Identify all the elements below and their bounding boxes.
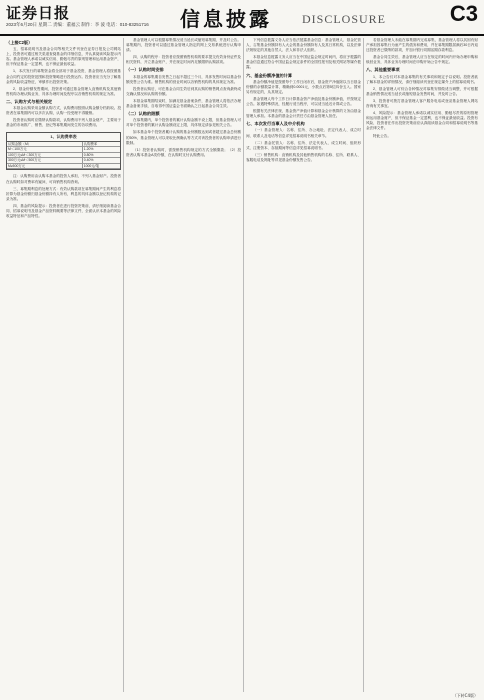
article-column-1 — [6, 38, 121, 692]
continuation-footer: （下转C4版） — [452, 693, 478, 698]
section-heading: 八、其他重要事项 — [366, 67, 400, 73]
paragraph: （一）基金管理人：名称、住所、办公地址、法定代表人、成立时间、联系人及电话等信息详见招募说明书相关章节。 — [246, 128, 361, 138]
paragraph: 基金合同生效后，基金管理人应当在规定的时间内开始办理申购和赎回业务，具体业务办理时间在申购开始公告中规定。 — [366, 55, 478, 65]
column-divider — [123, 38, 124, 692]
issue-meta: 2023年6月20日 星期二 责编：董福云 制作：李 波 电话：010-83251716 — [6, 22, 149, 27]
table-row — [7, 163, 120, 169]
paragraph: 本基金信息披露义务人应当在中国证监会规定时间内，将应予披露的基金信息通过符合中国证监会规定条件的全国性报刊及相关网站等媒介披露。 — [246, 55, 361, 70]
signature-line: 特此公告。 — [373, 133, 391, 138]
fee-table — [6, 132, 121, 170]
column-divider — [243, 38, 244, 692]
paragraph: 1、本公告仅对本基金募集的有关事项和规定予以说明。投资者欲了解本基金的详细情况，请仔细阅读刊登在规定媒介上的招募说明书。 — [366, 74, 478, 84]
paragraph: 2、基金份额发售期间，投资者可通过基金管理人直销机构及其他销售机构办理认购业务，具体办理时间及程序以各销售机构的规定为准。 — [6, 86, 121, 96]
article-column-2 — [126, 38, 241, 692]
newspaper-logo: 证券日报 — [6, 4, 71, 22]
paragraph: 1、本次发行的募集资金将全部用于基金投资，基金管理人将按照基金合同约定的投资范围和投资策略进行投资运作。投资者应当充分了解基金的风险收益特征，审慎作出投资决策。 — [6, 69, 121, 84]
table-cell: M＜100万元 — [7, 147, 82, 153]
paragraph: 基金管理人可以根据募集情况适当延长或缩短募集期，并及时公告。募集期内，投资者可以通过基金管理人指定的网上交易系统进行认购申请。 — [126, 38, 241, 53]
paragraph: 若基金管理人未能在募集期内完成募集，基金管理人将以其固有财产承担因募集行为而产生的债务和费用，并在募集期限届满后30日内返还投资者已缴纳的款项，并加计银行同期活期存款利息。 — [366, 38, 478, 53]
table-header-cell: 认购金额（M） — [7, 142, 82, 147]
paragraph: 2、基金管理人可综合各种情况对募集安排做适当调整，并可根据基金销售情况适当延长或缩短基金发售时间，并及时公告。 — [366, 86, 478, 96]
section-title: 信息披露 — [180, 7, 272, 31]
column-divider — [363, 38, 364, 692]
paragraph: 在募集期内，单个投资者的累计认购金额不设上限，但基金管理人可对单个投资者的累计认购金额设定上限，具体规定请参见相关公告。 — [126, 118, 241, 128]
article-column-4 — [366, 38, 478, 692]
paragraph: 基金管理人每个工作日计算基金资产净值及基金份额净值，并按规定公告。如遇特殊情况，经履行适当程序，可以适当延迟计算或公告。 — [246, 96, 361, 107]
page-number: C3 — [449, 1, 478, 26]
table-cell: 100万元≤M＜300万元 — [7, 152, 82, 158]
section-subtitle: DISCLOSURE — [302, 12, 387, 26]
article-column-3 — [246, 38, 361, 692]
table-cell: 0.40% — [82, 158, 120, 164]
paragraph: （1）投资者认购时，需按销售机构规定的方式全额缴款；（2）投资者认购本基金A类份额，在认购时支付认购费用。 — [126, 147, 241, 157]
table-cell: 1000元/笔 — [82, 163, 120, 169]
continuation-note: （上接C2版） — [6, 40, 33, 45]
table-header-cell: 认购费率 — [82, 142, 120, 147]
section-heading: 六、基金份额净值的计算 — [246, 72, 293, 78]
paragraph: 4、风险提示：基金管理人承诺以诚实信用、勤勉尽责的原则管理和运用基金财产，但不保证基金一定盈利，也不保证最低收益。投资有风险，投资者在作出投资决策前应认真阅读基金合同和招募说明书等基金法律文件。 — [366, 111, 478, 131]
paragraph: 投资者认购时应缴纳认购款项，认购费用不列入基金财产，主要用于基金的市场推广、销售、登记等募集期间发生的各项费用。 — [6, 118, 121, 128]
paragraph: 下列信息披露义务人应当依法披露基金信息：基金管理人、基金托管人、召集基金份额持有人大会的基金份额持有人及其日常机构，以及法律法规规定的其他自然人、法人和非法人组织。 — [246, 38, 361, 53]
paragraph: 基金份额净值是按照每个工作日闭市后，基金资产净值除以当日基金份额的余额数量计算，精确到0.0001元，小数点后第5位四舍五入。国家另有规定的，从其规定。 — [246, 79, 361, 94]
table-cell: 1.20% — [82, 147, 120, 153]
table-title: 1、认购费率表 — [7, 133, 120, 141]
paragraph: 如本基金单个投资者累计认购的基金份额数达到或者超过基金总份额的50%，基金管理人可以采取比例确认等方式对该投资者的认购申请进行限制。 — [126, 130, 241, 145]
paragraph: 三、募集期利息的处理方式：有效认购款项在募集期间产生的利息将折算为基金份额归基金份额持有人所有，利息的具体金额以登记机构的记录为准。 — [6, 186, 121, 201]
paragraph: 四、基金的风险提示：投资者在进行投资决策前，请仔细阅读基金合同、招募说明书及基金产品资料概要等法律文件，全面认识本基金的风险收益特征和产品特性。 — [6, 203, 121, 219]
paragraph: 本基金募集期结束时，如满足基金备案条件，基金管理人将依法办理基金备案手续，自取得中国证监会书面确认之日起基金合同生效。 — [126, 98, 241, 109]
masthead — [0, 0, 484, 36]
paragraph: 五、招募说明书及基金合同等相关文件刊登在证券日报及公司网站上，投资者可通过相关渠道查阅基金的详细信息，并认真阅读风险提示内容。基金管理人承诺以诚实信用、勤勉尽责的原则管理和运用基金资产，但不保证基金一定盈利，也不保证最低收益。 — [6, 47, 121, 67]
table-cell: 0.80% — [82, 152, 120, 158]
paragraph: 本基金的募集期自发售之日起不超过三个月，具体发售时间以基金份额发售公告为准。销售机构的营业时间以各销售机构的具体规定为准。 — [126, 74, 241, 84]
paragraph: 投资者认购后，可在基金合同生效后到其认购的销售网点查询最终成交确认情况和认购的份额。 — [126, 86, 241, 96]
paragraph: 四、认购的程序：投资者应按照销售机构的要求提交有效身份证件及相关资料，开立基金账户，并在规定时间内足额缴纳认购款项。 — [126, 55, 241, 65]
paragraph: 3、投资者可拨打基金管理人客户服务电话或登录基金管理人网站咨询有关事宜。 — [366, 98, 478, 109]
paragraph: （二）基金托管人：名称、住所、法定代表人、成立时间、组织形式、注册资本、存续期间等信息详见招募说明书。 — [246, 140, 361, 150]
paragraph: （三）销售机构：直销机构及其他销售机构的名称、住所、联系人、客服电话及网址等详见基金份额发售公告。 — [246, 152, 361, 162]
table-cell: 300万元≤M＜500万元 — [7, 158, 82, 164]
section-heading: （二）认购的限额 — [126, 111, 160, 117]
section-heading: （一）认购时间安排 — [126, 67, 164, 73]
section-heading: 二、认购方式与相关规定 — [6, 98, 53, 104]
paragraph: 注：认购费用由认购本基金的投资人承担，不列入基金财产。投资者在认购时如对费率有疑问，可向销售机构咨询。 — [6, 174, 121, 184]
paragraph: 本基金认购采用金额认购方式，认购费用按照认购金额分档收取。投资者在募集期内可以多次认购，认购一经受理不得撤销。 — [6, 106, 121, 116]
table-cell: M≥500万元 — [7, 163, 82, 169]
fee-table-body — [7, 142, 120, 170]
section-heading: 七、本次发行当事人及中介机构 — [246, 121, 305, 127]
paragraph: 根据有关法律法规，基金资产净值计算和基金会计核算的义务由基金管理人承担。本基金的基金会计责任方由基金管理人担任。 — [246, 109, 361, 119]
